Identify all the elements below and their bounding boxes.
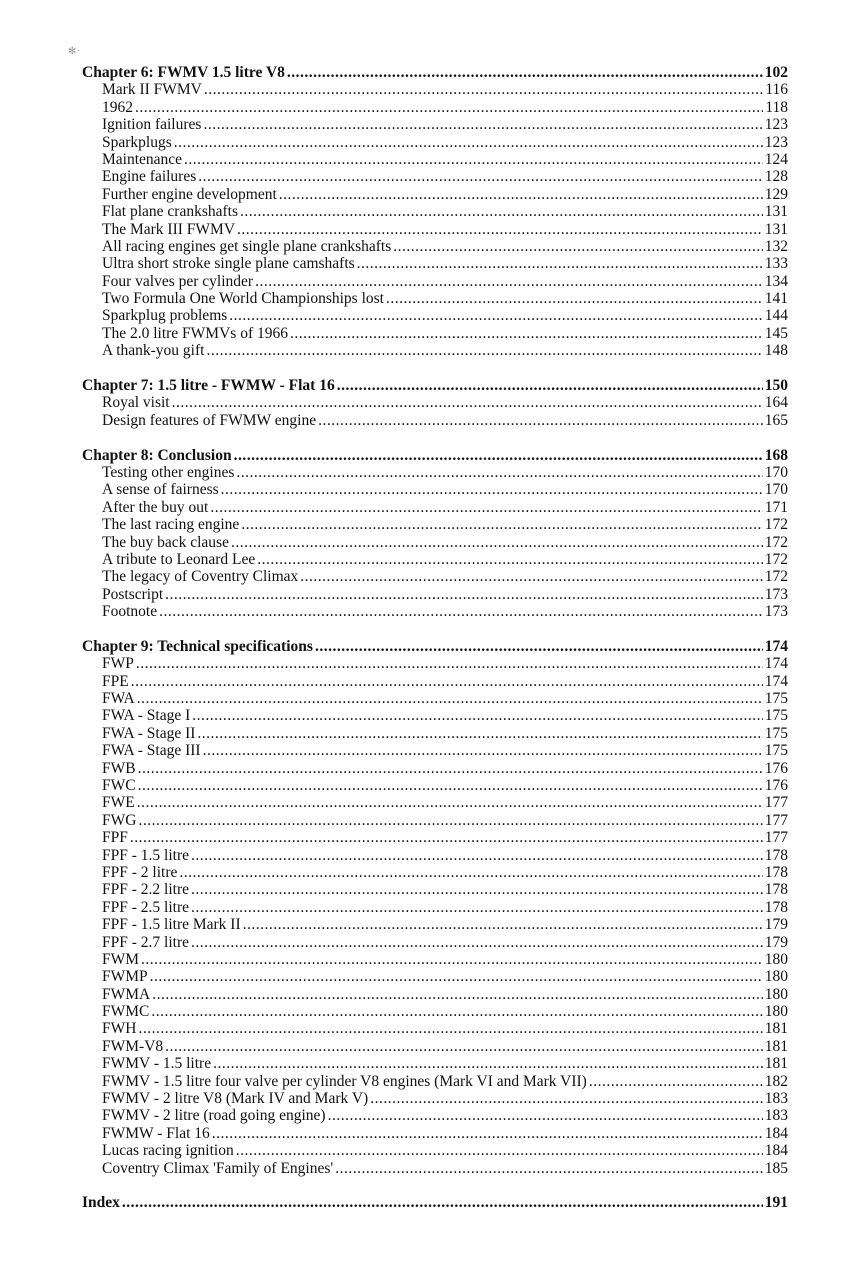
toc-entry-page-number: 177 <box>764 829 788 847</box>
dot-leader <box>191 934 763 951</box>
chapter-heading-title: Chapter 8: Conclusion <box>82 446 232 464</box>
dot-leader <box>172 394 763 411</box>
toc-entry-title: FPF - 1.5 litre Mark II <box>102 916 241 934</box>
dot-leader <box>136 655 763 672</box>
toc-entry-title: Royal visit <box>102 394 170 412</box>
toc-entry-page-number: 181 <box>764 1055 788 1073</box>
toc-entry[interactable] <box>82 99 788 116</box>
toc-entry-page-number: 171 <box>764 498 788 516</box>
toc-entry-title: FWH <box>102 1020 137 1038</box>
toc-entry-title: Flat plane crankshafts <box>102 203 239 221</box>
toc-entry-page-number: 144 <box>764 307 788 325</box>
toc-entry-page-number: 181 <box>764 1020 788 1038</box>
chapter-heading-page-number: 150 <box>764 377 788 395</box>
dot-leader <box>138 760 763 777</box>
chapter-heading-page-number: 174 <box>764 637 788 655</box>
dot-leader <box>236 1142 763 1159</box>
toc-entry[interactable] <box>82 986 788 1003</box>
toc-entry-page-number: 182 <box>764 1072 788 1090</box>
dot-leader <box>198 168 762 185</box>
toc-entry-page-number: 180 <box>764 1003 788 1021</box>
toc-entry-page-number: 172 <box>764 568 788 586</box>
toc-entry[interactable] <box>82 342 788 359</box>
dot-leader <box>335 1160 763 1177</box>
toc-entry-title: FWA - Stage III <box>102 742 201 760</box>
toc-entry-page-number: 176 <box>764 759 788 777</box>
chapter-heading[interactable] <box>82 638 788 655</box>
toc-entry-page-number: 128 <box>764 168 788 186</box>
toc-entry[interactable] <box>82 134 788 151</box>
toc-entry-page-number: 179 <box>764 916 788 934</box>
toc-entry[interactable] <box>82 829 788 846</box>
toc-entry-title: A sense of fairness <box>102 481 219 499</box>
toc-entry-page-number: 177 <box>764 811 788 829</box>
toc-entry-page-number: 164 <box>764 394 788 412</box>
toc-entry-title: Postscript <box>102 585 164 603</box>
toc-entry-title: FWMP <box>102 968 148 986</box>
dot-leader <box>213 1055 763 1072</box>
toc-entry[interactable] <box>82 864 788 881</box>
toc-entry-page-number: 165 <box>764 411 788 429</box>
chapter-block <box>82 377 788 429</box>
toc-entry-page-number: 175 <box>764 724 788 742</box>
toc-entry[interactable] <box>82 307 788 324</box>
toc-entry-title: FWMV - 1.5 litre four valve per cylinder V8 engines (Mark VI and Mark VII) <box>102 1072 587 1090</box>
chapter-heading-page-number: 191 <box>764 1194 788 1212</box>
toc-entry[interactable] <box>82 1160 788 1177</box>
toc-entry-page-number: 175 <box>764 690 788 708</box>
toc-entry-title: FWB <box>102 759 136 777</box>
toc-entry-title: FWMV - 2 litre (road going engine) <box>102 1107 326 1125</box>
toc-entry-title: Coventry Climax 'Family of Engines' <box>102 1159 334 1177</box>
chapter-heading-title: Index <box>82 1194 120 1212</box>
toc-entry[interactable] <box>82 899 788 916</box>
dot-leader <box>328 1107 763 1124</box>
toc-entry[interactable] <box>82 412 788 429</box>
dot-leader <box>191 847 763 864</box>
dot-leader <box>337 377 763 394</box>
toc-entry-page-number: 179 <box>764 933 788 951</box>
toc-entry-title: The 2.0 litre FWMVs of 1966 <box>102 324 288 342</box>
toc-entry-title: Sparkplugs <box>102 133 172 151</box>
toc-entry[interactable] <box>82 151 788 168</box>
dot-leader <box>165 1038 763 1055</box>
toc-entry-title: FWM <box>102 950 140 968</box>
toc-entry-title: Lucas racing ignition <box>102 1142 234 1160</box>
toc-entry-page-number: 131 <box>764 203 788 221</box>
toc-entry[interactable] <box>82 847 788 864</box>
chapter-heading-page-number: 102 <box>764 64 788 81</box>
toc-entry-page-number: 174 <box>764 655 788 673</box>
dot-leader <box>393 238 763 255</box>
dot-leader <box>257 551 763 568</box>
toc-entry-page-number: 172 <box>764 550 788 568</box>
toc-entry-title: Ignition failures <box>102 116 202 134</box>
toc-entry-page-number: 129 <box>764 185 788 203</box>
toc-entry-page-number: 132 <box>764 237 788 255</box>
toc-entry-page-number: 172 <box>764 533 788 551</box>
chapter-heading-title: Chapter 6: FWMV 1.5 litre V8 <box>82 64 285 81</box>
toc-entry-title: Two Formula One World Championships lost <box>102 290 384 308</box>
toc-entry[interactable] <box>82 794 788 811</box>
toc-entry-page-number: 185 <box>764 1159 788 1177</box>
toc-entry-page-number: 180 <box>764 985 788 1003</box>
toc-entry[interactable] <box>82 1142 788 1159</box>
toc-entry-page-number: 180 <box>764 968 788 986</box>
toc-entry[interactable] <box>82 1003 788 1020</box>
chapter-heading-title: Chapter 9: Technical specifications <box>82 637 313 655</box>
toc-entry[interactable] <box>82 812 788 829</box>
dot-leader <box>204 81 763 98</box>
dot-leader <box>241 516 762 533</box>
dot-leader <box>229 307 762 324</box>
dot-leader <box>279 186 763 203</box>
toc-entry-title: A tribute to Leonard Lee <box>102 550 256 568</box>
toc-entry-title: 1962 <box>102 98 133 116</box>
toc-entry[interactable] <box>82 255 788 272</box>
dot-leader <box>131 673 763 690</box>
toc-entry-title: Sparkplug problems <box>102 307 228 325</box>
toc-entry-title: FPF <box>102 829 128 847</box>
toc-entry-title: FWG <box>102 811 137 829</box>
toc-entry-page-number: 145 <box>764 324 788 342</box>
toc-entry-title: FWMW - Flat 16 <box>102 1124 210 1142</box>
dot-leader <box>236 464 762 481</box>
toc-entry-title: Footnote <box>102 603 158 621</box>
toc-entry-page-number: 123 <box>764 116 788 134</box>
dot-leader <box>315 638 763 655</box>
toc-entry-page-number: 141 <box>764 290 788 308</box>
toc-entry-title: FPF - 2 litre <box>102 863 178 881</box>
toc-entry-title: FWMV - 2 litre V8 (Mark IV and Mark V) <box>102 1090 369 1108</box>
dot-leader <box>386 290 763 307</box>
dot-leader <box>237 221 763 238</box>
dot-leader <box>243 916 763 933</box>
toc-entry-page-number: 176 <box>764 777 788 795</box>
dot-leader <box>203 742 763 759</box>
toc-entry[interactable] <box>82 690 788 707</box>
toc-entry-page-number: 173 <box>764 603 788 621</box>
toc-entry-title: After the buy out <box>102 498 209 516</box>
toc-entry[interactable] <box>82 916 788 933</box>
toc-entry-page-number: 175 <box>764 707 788 725</box>
toc-entry-page-number: 124 <box>764 150 788 168</box>
toc-entry-title: Testing other engines <box>102 463 235 481</box>
toc-entry[interactable] <box>82 238 788 255</box>
dot-leader <box>210 499 762 516</box>
dot-leader <box>255 273 763 290</box>
dot-leader <box>152 986 763 1003</box>
chapter-heading[interactable] <box>82 447 788 464</box>
dot-leader <box>191 899 763 916</box>
dot-leader <box>138 777 763 794</box>
toc-entry[interactable] <box>82 290 788 307</box>
toc-entry[interactable] <box>82 742 788 759</box>
dot-leader <box>159 603 763 620</box>
toc-entry-page-number: 170 <box>764 481 788 499</box>
toc-entry[interactable] <box>82 1107 788 1124</box>
toc-entry-title: FPE <box>102 672 129 690</box>
chapter-block <box>82 1194 788 1211</box>
toc-entry-title: FPF - 2.5 litre <box>102 898 189 916</box>
toc-entry-page-number: 184 <box>764 1142 788 1160</box>
dot-leader <box>221 481 763 498</box>
toc-entry[interactable] <box>82 725 788 742</box>
toc-entry-page-number: 178 <box>764 863 788 881</box>
toc-entry-page-number: 116 <box>765 81 788 99</box>
toc-entry[interactable] <box>82 534 788 551</box>
toc-entry-page-number: 148 <box>764 342 788 360</box>
dot-leader <box>192 707 762 724</box>
dot-leader <box>203 116 762 133</box>
dot-leader <box>179 864 762 881</box>
dot-leader <box>184 151 763 168</box>
chapter-heading-title: Chapter 7: 1.5 litre - FWMW - Flat 16 <box>82 377 335 395</box>
toc-entry[interactable] <box>82 203 788 220</box>
toc-entry[interactable] <box>82 186 788 203</box>
chapter-heading[interactable] <box>82 377 788 394</box>
toc-entry-page-number: 134 <box>764 272 788 290</box>
toc-entry[interactable] <box>82 1125 788 1142</box>
toc-entry[interactable] <box>82 499 788 516</box>
dot-leader <box>150 968 763 985</box>
toc-entry[interactable] <box>82 394 788 411</box>
toc-entry-page-number: 133 <box>764 255 788 273</box>
toc-entry-page-number: 175 <box>764 742 788 760</box>
chapter-heading[interactable] <box>82 64 788 81</box>
toc-entry-page-number: 123 <box>764 133 788 151</box>
dot-leader <box>318 412 763 429</box>
dot-leader <box>197 725 762 742</box>
toc-entry-title: Mark II FWMV <box>102 81 202 99</box>
toc-entry-page-number: 183 <box>764 1107 788 1125</box>
toc-entry[interactable] <box>82 603 788 620</box>
toc-entry[interactable] <box>82 1020 788 1037</box>
toc-entry[interactable] <box>82 168 788 185</box>
dot-leader <box>174 134 763 151</box>
toc-entry-title: FWA - Stage I <box>102 707 191 725</box>
toc-entry-page-number: 178 <box>764 881 788 899</box>
toc-entry[interactable] <box>82 586 788 603</box>
dot-leader <box>240 203 763 220</box>
dot-leader <box>370 1090 763 1107</box>
toc-entry[interactable] <box>82 1090 788 1107</box>
toc-entry[interactable] <box>82 551 788 568</box>
toc-entry-title: A thank-you gift <box>102 342 205 360</box>
toc-entry[interactable] <box>82 1055 788 1072</box>
toc-entry-title: FPF - 1.5 litre <box>102 846 189 864</box>
toc-entry-title: FWMA <box>102 985 151 1003</box>
dot-leader <box>122 1194 763 1211</box>
dot-leader <box>357 255 763 272</box>
toc-entry-title: FWMC <box>102 1003 150 1021</box>
toc-entry-title: FWM-V8 <box>102 1037 164 1055</box>
toc-entry-title: FWE <box>102 794 135 812</box>
toc-entry-title: All racing engines get single plane crankshafts <box>102 237 392 255</box>
toc-entry-title: FWMV - 1.5 litre <box>102 1055 212 1073</box>
chapter-heading[interactable] <box>82 1194 788 1211</box>
toc-entry-page-number: 181 <box>764 1037 788 1055</box>
toc-entry-page-number: 170 <box>764 463 788 481</box>
toc-entry[interactable] <box>82 221 788 238</box>
toc-entry-page-number: 177 <box>764 794 788 812</box>
toc-entry[interactable] <box>82 516 788 533</box>
toc-entry-title: The buy back clause <box>102 533 229 551</box>
dot-leader <box>589 1073 763 1090</box>
toc-entry-title: The legacy of Coventry Climax <box>102 568 299 586</box>
toc-entry[interactable] <box>82 81 788 98</box>
dot-leader <box>287 64 763 81</box>
toc-entry[interactable] <box>82 464 788 481</box>
toc-entry[interactable] <box>82 707 788 724</box>
toc-entry[interactable] <box>82 1073 788 1090</box>
toc-entry-title: Four valves per cylinder <box>102 272 254 290</box>
toc-entry[interactable] <box>82 325 788 342</box>
dot-leader <box>137 690 763 707</box>
toc-entry[interactable] <box>82 760 788 777</box>
toc-entry-title: The last racing engine <box>102 516 240 534</box>
toc-entry-title: FWA - Stage II <box>102 724 196 742</box>
toc-entry[interactable] <box>82 951 788 968</box>
toc-entry-page-number: 172 <box>764 516 788 534</box>
toc-entry-title: The Mark III FWMV <box>102 220 236 238</box>
toc-entry[interactable] <box>82 1038 788 1055</box>
toc-entry[interactable] <box>82 934 788 951</box>
dot-leader <box>212 1125 763 1142</box>
toc-entry-title: Further engine development <box>102 185 277 203</box>
dot-leader <box>137 794 763 811</box>
dot-leader <box>206 342 762 359</box>
toc-entry[interactable] <box>82 568 788 585</box>
dot-leader <box>191 881 763 898</box>
dot-leader <box>138 1020 762 1037</box>
toc-entry-title: FWA <box>102 690 135 708</box>
dot-leader <box>138 812 762 829</box>
toc-entry[interactable] <box>82 655 788 672</box>
dot-leader <box>135 99 763 116</box>
toc-entry[interactable] <box>82 273 788 290</box>
chapter-block <box>82 64 788 360</box>
toc-entry-title: FWP <box>102 655 134 673</box>
toc-entry-page-number: 180 <box>764 950 788 968</box>
toc-entry[interactable] <box>82 881 788 898</box>
toc-entry-page-number: 184 <box>764 1124 788 1142</box>
toc-entry-title: Engine failures <box>102 168 197 186</box>
dot-leader <box>234 447 763 464</box>
toc-entry-page-number: 178 <box>764 898 788 916</box>
toc-entry-page-number: 173 <box>764 585 788 603</box>
toc-entry-title: FPF - 2.2 litre <box>102 881 189 899</box>
toc-entry-page-number: 183 <box>764 1090 788 1108</box>
chapter-block <box>82 447 788 621</box>
toc-entry-page-number: 174 <box>764 672 788 690</box>
dot-leader <box>231 534 763 551</box>
toc-entry[interactable] <box>82 673 788 690</box>
toc-entry-page-number: 118 <box>765 98 788 116</box>
toc-entry[interactable] <box>82 481 788 498</box>
dot-leader <box>130 829 763 846</box>
dot-leader <box>300 568 762 585</box>
toc-entry-title: Ultra short stroke single plane camshafts <box>102 255 355 273</box>
toc-entry-page-number: 131 <box>764 220 788 238</box>
table-of-contents <box>82 64 788 1229</box>
dot-leader <box>151 1003 762 1020</box>
toc-entry[interactable] <box>82 116 788 133</box>
toc-entry-title: FPF - 2.7 litre <box>102 933 189 951</box>
toc-entry-page-number: 178 <box>764 846 788 864</box>
chapter-block <box>82 638 788 1177</box>
toc-entry[interactable] <box>82 968 788 985</box>
page-speck: ✻ · <box>68 46 80 57</box>
toc-entry-title: Maintenance <box>102 150 183 168</box>
toc-entry[interactable] <box>82 777 788 794</box>
toc-entry-title: FWC <box>102 777 136 795</box>
toc-entry-title: Design features of FWMW engine <box>102 411 317 429</box>
dot-leader <box>290 325 763 342</box>
dot-leader <box>165 586 763 603</box>
chapter-heading-page-number: 168 <box>764 446 788 464</box>
dot-leader <box>141 951 763 968</box>
